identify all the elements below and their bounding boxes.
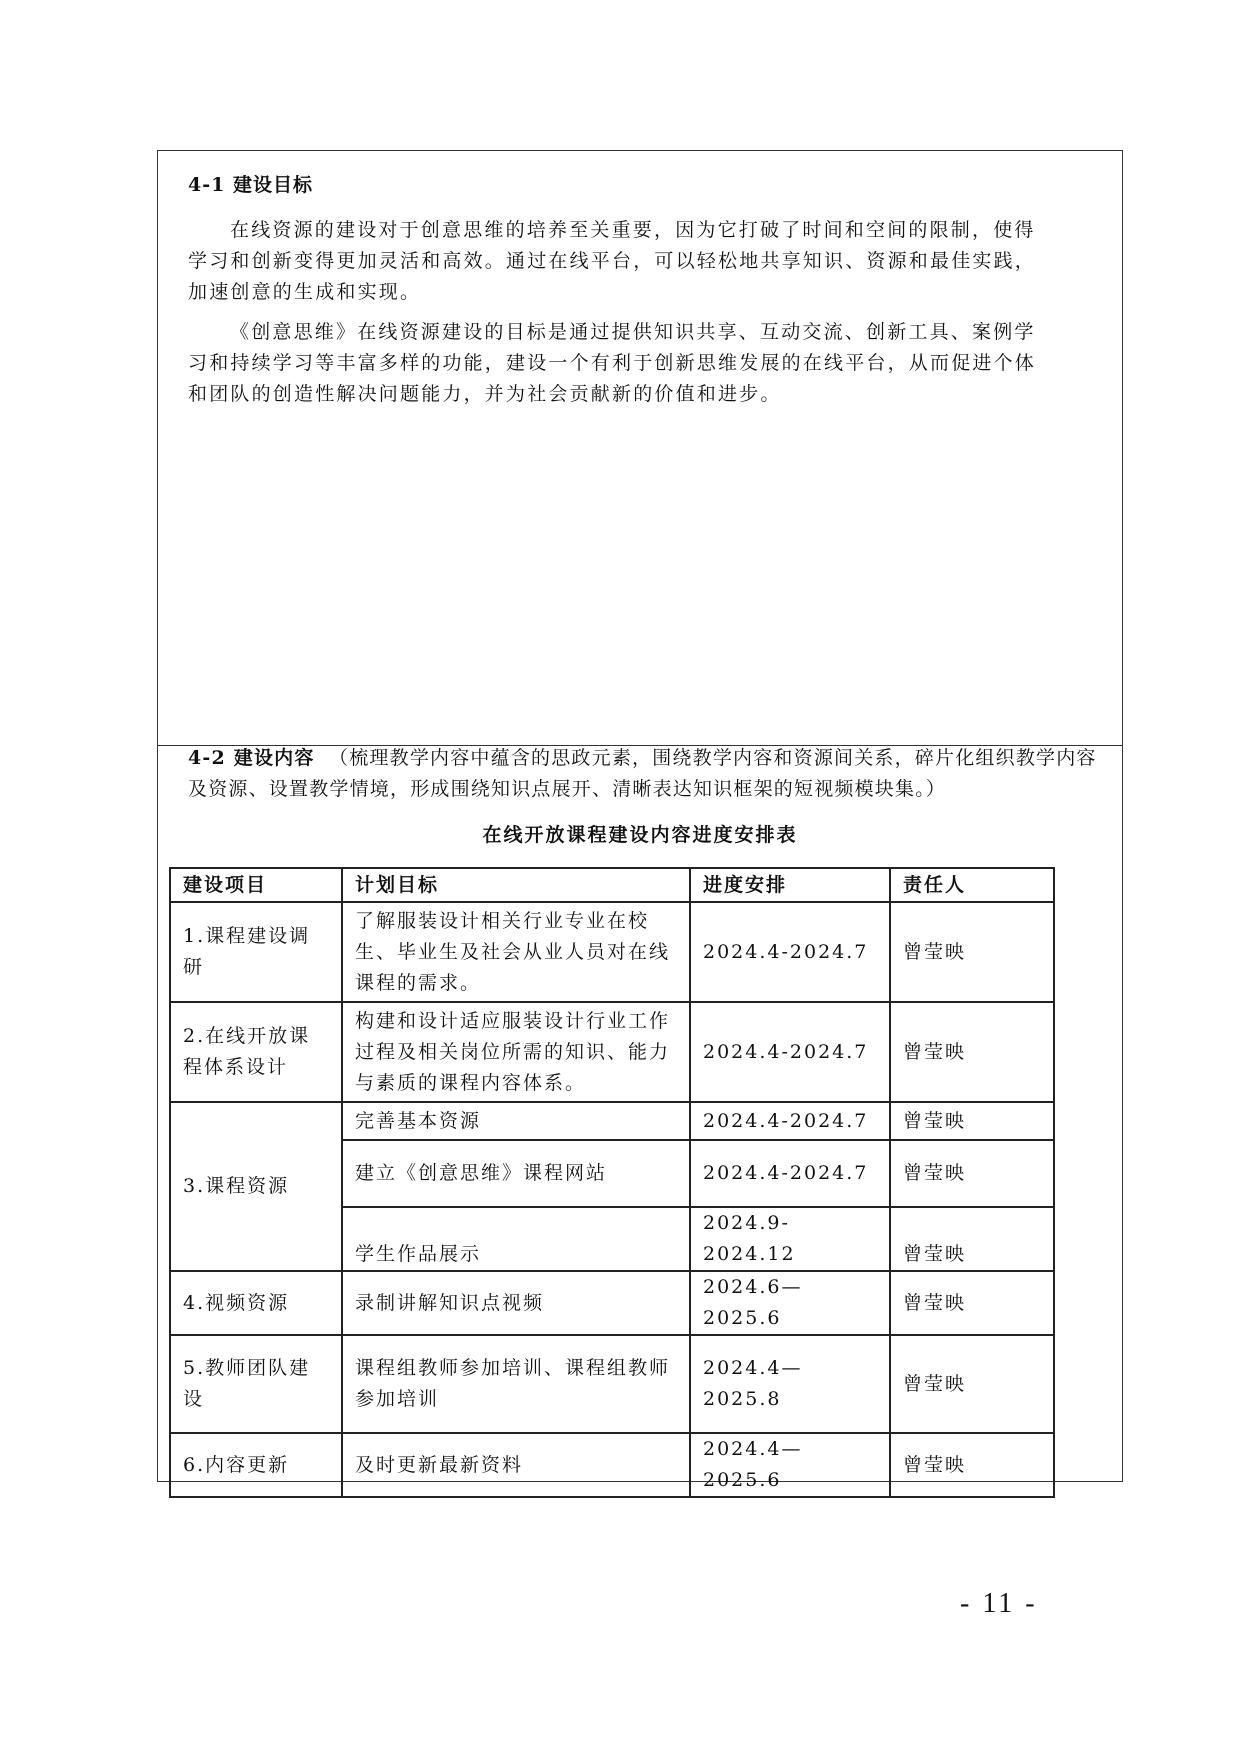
table-header-row: [170, 868, 1054, 902]
table-row: [170, 1271, 1054, 1335]
schedule-cell: 2024.4-2024.7: [690, 1002, 890, 1102]
schedule-cell: 2024.4-2024.7: [690, 1140, 890, 1207]
project-cell: 6.内容更新: [170, 1433, 342, 1497]
goal-cell: 完善基本资源: [342, 1102, 690, 1140]
content-section-header: [188, 743, 1108, 805]
owner-cell: 曾莹映: [890, 1335, 1054, 1433]
page-number: - 11 -: [960, 1588, 1038, 1619]
schedule-cell: 2024.4-2024.7: [690, 902, 890, 1002]
goal-cell: 了解服装设计相关行业专业在校生、毕业生及社会从业人员对在线课程的需求。: [342, 902, 690, 1002]
table-row: [170, 1002, 1054, 1102]
project-cell: 2.在线开放课程体系设计: [170, 1002, 342, 1102]
goal-cell: 及时更新最新资料: [342, 1433, 690, 1497]
owner-cell: 曾莹映: [890, 1102, 1054, 1140]
owner-cell: 曾莹映: [890, 1271, 1054, 1335]
goal-cell: 录制讲解知识点视频: [342, 1271, 690, 1335]
goal-cell: 构建和设计适应服装设计行业工作过程及相关岗位所需的知识、能力与素质的课程内容体系。: [342, 1002, 690, 1102]
schedule-table: [169, 867, 1055, 1498]
schedule-cell: 2024.4—2025.6: [690, 1433, 890, 1497]
project-cell: 3.课程资源: [170, 1102, 342, 1271]
owner-cell: 曾莹映: [890, 1140, 1054, 1207]
goal-cell: 建立《创意思维》课程网站: [342, 1140, 690, 1207]
table-row: [170, 1433, 1054, 1497]
goal-cell: 课程组教师参加培训、课程组教师参加培训: [342, 1335, 690, 1433]
project-cell: 4.视频资源: [170, 1271, 342, 1335]
owner-cell: 曾莹映: [890, 1433, 1054, 1497]
goals-paragraph-1: 在线资源的建设对于创意思维的培养至关重要，因为它打破了时间和空间的限制，使得学习和创新变得更加灵活和高效。通过在线平台，可以轻松地共享知识、资源和最佳实践，加速创意的生成和实现。: [188, 219, 1037, 303]
column-header: 进度安排: [690, 868, 890, 902]
schedule-cell: 2024.4-2024.7: [690, 1102, 890, 1140]
table-row: [170, 1335, 1054, 1433]
goals-paragraph-2: 《创意思维》在线资源建设的目标是通过提供知识共享、互动交流、创新工具、案例学习和持续学习等丰富多样的功能，建设一个有利于创新思维发展的在线平台，从而促进个体和团队的创造性解决问题能力，并为社会贡献新的价值和进步。: [188, 321, 1037, 405]
project-cell: 5.教师团队建设: [170, 1335, 342, 1433]
project-cell: 1.课程建设调研: [170, 902, 342, 1002]
column-header: 计划目标: [342, 868, 690, 902]
column-header: 责任人: [890, 868, 1054, 902]
table-row: [170, 902, 1054, 1002]
section-note: （梳理教学内容中蕴含的思政元素，围绕教学内容和资源间关系，碎片化组织教学内容及资源、设置教学情境，形成围绕知识点展开、清晰表达知识框架的短视频模块集。）: [188, 747, 1097, 800]
owner-cell: 曾莹映: [890, 1207, 1054, 1271]
schedule-cell: 2024.6—2025.6: [690, 1271, 890, 1335]
owner-cell: 曾莹映: [890, 1002, 1054, 1102]
table-caption: 在线开放课程建设内容进度安排表: [482, 824, 798, 846]
schedule-cell: 2024.4—2025.8: [690, 1335, 890, 1433]
owner-cell: 曾莹映: [890, 902, 1054, 1002]
section-title-goals: 4-1 建设目标: [188, 174, 313, 196]
section-title-content: 4-2 建设内容: [188, 747, 315, 769]
goal-cell: 学生作品展示: [342, 1207, 690, 1271]
table-row: [170, 1102, 1054, 1140]
column-header: 建设项目: [170, 868, 342, 902]
schedule-cell: 2024.9-2024.12: [690, 1207, 890, 1271]
